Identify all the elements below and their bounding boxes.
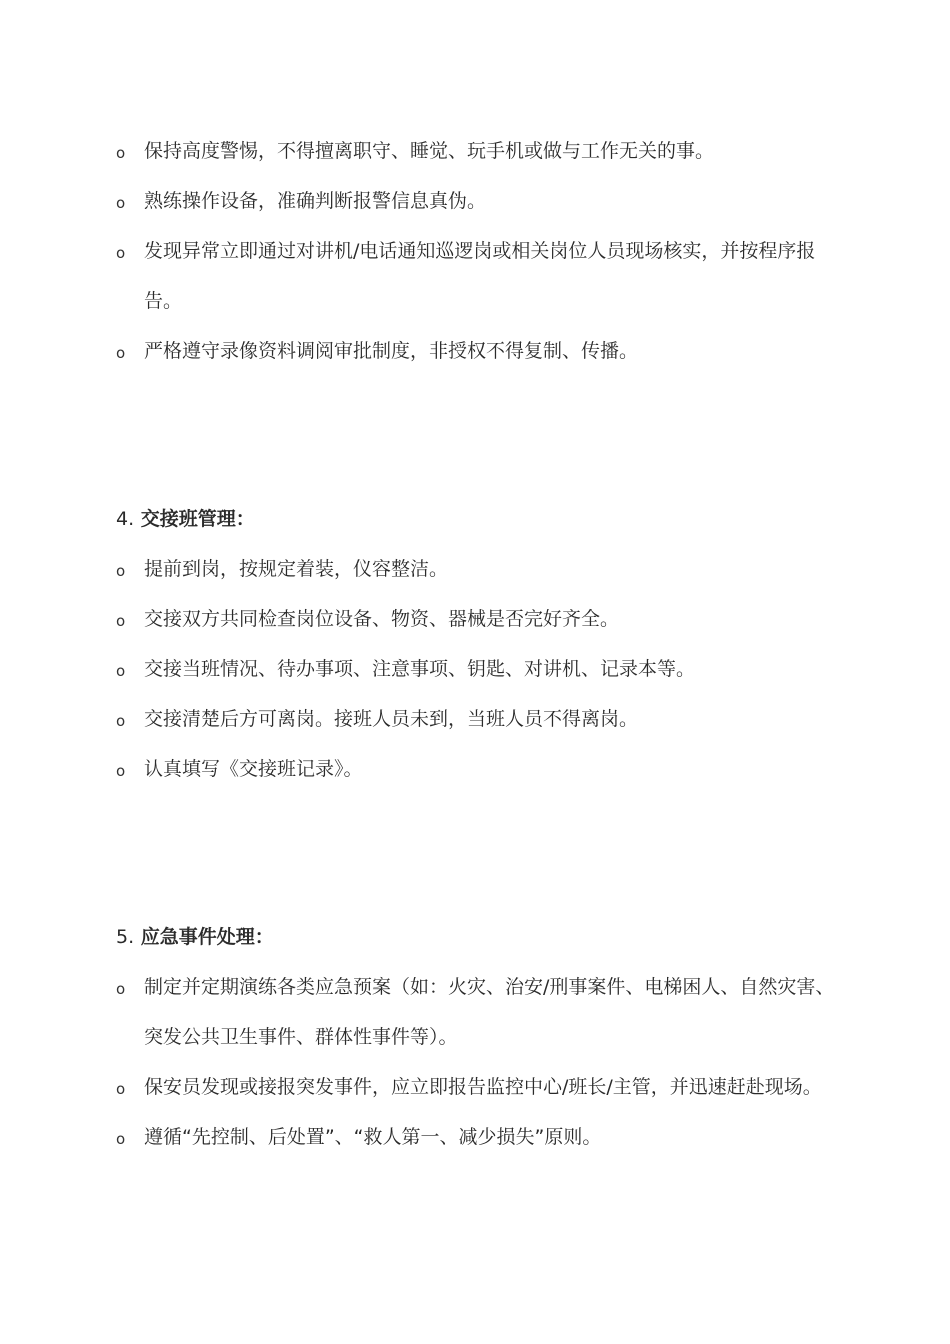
- list-item: [116, 326, 836, 376]
- list-item: [116, 126, 836, 176]
- bullet-marker: o: [116, 194, 126, 212]
- list-item: [116, 594, 836, 644]
- list-item: [116, 744, 836, 794]
- list-item: [116, 962, 836, 1062]
- list-item-text: 交接当班情况、待办事项、注意事项、钥匙、对讲机、记录本等。: [144, 658, 696, 680]
- bullet-marker: o: [116, 344, 126, 362]
- bullet-marker: o: [116, 144, 126, 162]
- list-item: [116, 226, 836, 326]
- bullet-marker: o: [116, 244, 126, 262]
- list-item: [116, 694, 836, 744]
- section-handover: [116, 494, 836, 794]
- list-item: [116, 644, 836, 694]
- section-emergency: [116, 912, 836, 1162]
- list-item-text: 保安员发现或接报突发事件，应立即报告监控中心/班长/主管，并迅速赶赴现场。: [144, 1076, 822, 1098]
- list-item: [116, 1112, 836, 1162]
- list-item-text: 认真填写《交接班记录》。: [144, 758, 363, 780]
- bullet-marker: o: [116, 980, 126, 998]
- bullet-marker: o: [116, 1130, 126, 1148]
- bullet-marker: o: [116, 562, 126, 580]
- section-heading: [116, 912, 836, 962]
- bullet-marker: o: [116, 662, 126, 680]
- list-item: [116, 176, 836, 226]
- bullet-marker: o: [116, 712, 126, 730]
- section-title: 交接班管理：: [140, 508, 255, 530]
- section-heading: [116, 494, 836, 544]
- bullet-marker: o: [116, 612, 126, 630]
- list-item-text: 熟练操作设备，准确判断报警信息真伪。: [144, 190, 487, 212]
- list-item: [116, 1062, 836, 1112]
- section-title: 应急事件处理：: [140, 926, 274, 948]
- list-item-text: 保持高度警惕，不得擅离职守、睡觉、玩手机或做与工作无关的事。: [144, 140, 715, 162]
- list-item-text: 制定并定期演练各类应急预案（如：火灾、治安/刑事案件、电梯困人、自然灾害、突发公共卫生事件、群体性事件等）。: [144, 976, 835, 1048]
- bullet-marker: o: [116, 1080, 126, 1098]
- list-item-text: 严格遵守录像资料调阅审批制度，非授权不得复制、传播。: [144, 340, 639, 362]
- section-number: 5.: [116, 926, 135, 948]
- bullet-marker: o: [116, 762, 126, 780]
- top-list: [116, 126, 836, 376]
- list-item-text: 提前到岗，按规定着装，仪容整洁。: [144, 558, 449, 580]
- list-item-text: 遵循“先控制、后处置”、“救人第一、减少损失”原则。: [144, 1126, 602, 1148]
- list-item: [116, 544, 836, 594]
- list-item-text: 交接清楚后方可离岗。接班人员未到，当班人员不得离岗。: [144, 708, 639, 730]
- list-item-text: 发现异常立即通过对讲机/电话通知巡逻岗或相关岗位人员现场核实，并按程序报告。: [144, 240, 816, 312]
- section-number: 4.: [116, 508, 135, 530]
- list-item-text: 交接双方共同检查岗位设备、物资、器械是否完好齐全。: [144, 608, 620, 630]
